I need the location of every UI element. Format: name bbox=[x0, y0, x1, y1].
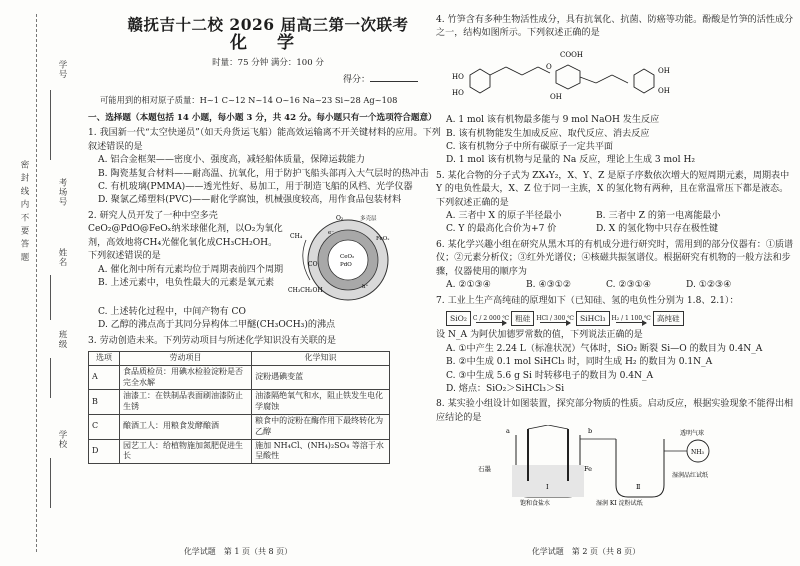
page-2 bbox=[436, 0, 796, 566]
catalyst-figure bbox=[288, 210, 398, 306]
phenolic-acid-structure bbox=[450, 45, 680, 107]
bond bbox=[580, 77, 596, 83]
question-stem: 8. 某实验小组设计如图装置，探究部分物质的性质。启动反应，根据实验现象不能得出相应结论的是 bbox=[436, 399, 794, 423]
question-7 bbox=[436, 295, 796, 397]
flow-sio2: SiO₂ bbox=[446, 311, 471, 326]
table-cell: 施加 NH₄Cl、(NH₄)₂SO₄ 等溶于水呈酸性 bbox=[252, 439, 390, 464]
seat-field[interactable] bbox=[50, 90, 52, 160]
option-b: B. 该有机物能发生加成反应、取代反应、消去反应 bbox=[446, 128, 650, 139]
section-heading: 一、选择题（本题包括 14 小题，每小题 3 分，共 42 分。每小题只有一个选项符合题意） bbox=[88, 113, 437, 124]
options-row bbox=[436, 279, 796, 292]
option-b: B. ②中生成 0.1 mol SiHCl₃ 时，同时生成 H₂ 的数目为 0.1N_A bbox=[446, 357, 713, 368]
option-d: D. 乙醇的沸点高于其同分异构体二甲醚(CH₃OCH₃)的沸点 bbox=[98, 320, 336, 331]
option-b: B. ④③①② bbox=[526, 280, 572, 291]
question-stem: 4. 竹笋含有多种生物活性成分，具有抗氧化、抗菌、防癌等功能。酚酸是竹笋的活性成分之一，结构如图所示。下列叙述正确的是 bbox=[436, 15, 794, 39]
flow-crude-si: 粗硅 bbox=[511, 311, 534, 326]
table-cell: D bbox=[89, 439, 120, 464]
option-d: D. X 的氢化物中只存在极性键 bbox=[596, 224, 719, 235]
option-b: B. 三者中 Z 的第一电离能最小 bbox=[596, 211, 721, 222]
school-field[interactable] bbox=[50, 458, 52, 508]
seal-line bbox=[36, 14, 37, 552]
page-footer: 化学试题 第 2 页（共 8 页） bbox=[531, 546, 641, 556]
question-5 bbox=[436, 170, 796, 237]
option-a: A. 催化剂中所有元素均位于周期表前四个周期 bbox=[98, 264, 284, 275]
question-lead: 设 N_A 为阿伏加德罗常数的值，下列说法正确的是 bbox=[436, 330, 643, 341]
bond bbox=[612, 75, 628, 83]
question-stem: 6. 某化学兴趣小组在研究从黑木耳的有机成分进行研究时，需用到的部分仪器有：①质谱仪；②元素分析仪；③红外光谱仪；④核磁共振氢谱仪。根据研究有机物的一般方法和步骤，仪器使用的顺序为 bbox=[436, 239, 794, 277]
table-row bbox=[89, 415, 390, 440]
flow-arrow-2 bbox=[536, 315, 574, 323]
option-c: C. 上述转化过程中，中间产物有 CO bbox=[98, 306, 246, 317]
nanosphere-core bbox=[328, 240, 368, 280]
label-b: b bbox=[588, 427, 593, 436]
score-label: 得分： bbox=[342, 75, 370, 86]
flow-condition: C / 2 000 ℃ bbox=[472, 314, 510, 322]
bond bbox=[596, 75, 612, 83]
page-footer: 化学试题 第 1 页（共 8 页） bbox=[183, 546, 293, 556]
table-cell: B bbox=[89, 390, 120, 415]
option-a: A. ①中产生 2.24 L（标准状况）气体时，SiO₂ 断裂 Si—O 的数目为 0.4N_A bbox=[446, 343, 763, 354]
label-a: a bbox=[506, 427, 510, 436]
table-header: 化学知识 bbox=[252, 352, 390, 366]
bond bbox=[490, 67, 506, 75]
table-row bbox=[89, 439, 390, 464]
label-ho: HO bbox=[452, 72, 464, 81]
fig-label-electron: e⁻ bbox=[328, 229, 335, 236]
name-label: 姓名 bbox=[57, 248, 67, 267]
flow-arrow-3 bbox=[612, 315, 651, 323]
exam-title: 赣抚吉十二校 2026 届高三第一次联考 bbox=[127, 15, 409, 34]
option-b: B. 上述元素中，电负性最大的元素是氧元素 bbox=[98, 277, 275, 288]
seat-label: 学号 bbox=[57, 60, 67, 79]
table-cell: 淀粉遇碘变蓝 bbox=[252, 365, 390, 390]
table-cell: 食品质检员：用碘水检验淀粉是否完全水解 bbox=[120, 365, 252, 390]
apparatus-figure bbox=[476, 425, 736, 507]
question-3 bbox=[88, 335, 448, 465]
saline-solution bbox=[512, 465, 584, 497]
label-pinkred-paper: 湿润品红试纸 bbox=[672, 472, 709, 480]
label-ki-paper: 湿润 KI 淀粉试纸 bbox=[596, 500, 643, 508]
options-row bbox=[436, 210, 796, 223]
table-cell: A bbox=[89, 365, 120, 390]
fig-label-ch4: CH₄ bbox=[290, 232, 303, 240]
option-c: C. 该有机物分子中所有碳原子一定共平面 bbox=[446, 142, 614, 153]
label-saline: 饱和食盐水 bbox=[520, 500, 551, 508]
option-a: A. ②①③④ bbox=[446, 280, 491, 291]
name-field[interactable] bbox=[50, 275, 52, 320]
benzene-ring-left bbox=[470, 69, 490, 93]
question-2 bbox=[88, 210, 448, 306]
quinic-ring bbox=[556, 65, 580, 89]
label-tube-1: Ⅰ bbox=[546, 483, 549, 492]
option-d: D. 熔点：SiO₂＞SiHCl₃＞Si bbox=[446, 383, 565, 394]
page-1 bbox=[88, 0, 448, 566]
score-box bbox=[88, 74, 448, 87]
class-field[interactable] bbox=[50, 358, 52, 398]
table-row bbox=[89, 390, 390, 415]
exam-meta: 时量：75 分钟 满分：100 分 bbox=[212, 57, 324, 68]
fig-label-co: CO bbox=[308, 260, 318, 268]
school-label: 学校 bbox=[57, 430, 67, 449]
table-cell: 油漆工：在铁制品表面刷油漆防止生锈 bbox=[120, 390, 252, 415]
option-a: A. 铝合金框架——密度小、强度高，减轻船体质量，保障运载能力 bbox=[98, 155, 365, 166]
exam-room-label: 考场号 bbox=[57, 178, 67, 207]
table-header: 选项 bbox=[89, 352, 120, 366]
question-8 bbox=[436, 398, 796, 512]
option-a: A. 三者中 X 的原子半径最小 bbox=[446, 211, 562, 222]
label-iron: Fe bbox=[584, 465, 593, 474]
class-label: 班级 bbox=[57, 330, 67, 349]
label-oh: OH bbox=[550, 92, 562, 101]
option-a: A. 1 mol 该有机物最多能与 9 mol NaOH 发生反应 bbox=[446, 115, 660, 126]
atomic-masses: 可能用到的相对原子质量：H~1 C~12 N~14 O~16 Na~23 Si~28 Ag~108 bbox=[100, 94, 398, 105]
benzene-ring-right bbox=[634, 69, 654, 93]
question-stem: 5. 某化合物的分子式为 ZX₄Y₂，X、Y、Z 是原子序数依次增大的短周期元素，周期表中 Y 的电负性最大，X、Z 位于同一主族，X 的氢化物有两种，且在常温常压下都是液态。下列叙述正确的是 bbox=[436, 170, 790, 208]
fig-label-shell: 多壳层 bbox=[360, 215, 377, 222]
wire bbox=[548, 425, 568, 429]
question-stem: 2. 研究人员开发了一种中空多壳CeO₂@PdO@FeOₓ纳米球催化剂，以O₂为氧化剂，高效地将CH₄光催化氧化成CH₃CH₂OH。下列叙述错误的是 bbox=[88, 210, 283, 262]
label-tube-2: Ⅱ bbox=[636, 483, 641, 492]
option-c: C. Y 的最高化合价为+7 价 bbox=[446, 224, 557, 235]
seal-warning: 密 封 线 内 不 要 答 题 bbox=[19, 160, 29, 262]
option-b: B. 陶瓷基复合材料——耐高温、抗氧化，用于防护飞船头部再入大气层时的热冲击 bbox=[98, 168, 429, 179]
fig-label-pdo: PdO bbox=[340, 261, 352, 268]
table-header-row bbox=[89, 352, 390, 366]
wire bbox=[528, 425, 548, 429]
binding-margin bbox=[6, 0, 78, 566]
table-header: 劳动项目 bbox=[120, 352, 252, 366]
option-d: D. 聚氯乙烯塑料(PVC)——耐化学腐蚀，机械强度较高，用作食品包装材料 bbox=[98, 195, 402, 206]
question-4 bbox=[436, 14, 796, 168]
silicon-process-flow bbox=[446, 311, 796, 326]
table-row bbox=[89, 365, 390, 390]
label-oh: OH bbox=[658, 86, 670, 95]
label-nh3: NH₃ bbox=[691, 449, 704, 457]
subject-title: 化 学 bbox=[230, 33, 306, 54]
table-cell: 油漆隔绝氧气和水，阻止铁发生电化学腐蚀 bbox=[252, 390, 390, 415]
labor-table bbox=[88, 351, 390, 464]
options-row bbox=[436, 223, 796, 236]
fig-label-ceo2: CeO₂ bbox=[340, 253, 355, 260]
score-field[interactable] bbox=[370, 81, 418, 82]
option-c: C. ③中生成 5.6 g Si 时转移电子的数目为 0.4N_A bbox=[446, 370, 654, 381]
fig-label-feox: FeOₓ bbox=[376, 235, 390, 242]
label-cooh: COOH bbox=[560, 50, 583, 59]
bond bbox=[522, 67, 538, 75]
question-1 bbox=[88, 127, 448, 207]
table-cell: C bbox=[89, 415, 120, 440]
flow-condition: HCl / 300 ℃ bbox=[536, 314, 574, 322]
table-cell: 酿酒工人：用粮食发酵酿酒 bbox=[120, 415, 252, 440]
flow-sihcl3: SiHCl₃ bbox=[576, 311, 610, 326]
label-graphite: 石墨 bbox=[478, 465, 491, 474]
bond bbox=[506, 67, 522, 75]
table-cell: 园艺工人：给植物施加氮肥促进生长 bbox=[120, 439, 252, 464]
question-6 bbox=[436, 239, 796, 293]
option-c: C. ②③①④ bbox=[606, 280, 652, 291]
label-balloon: 透明气球 bbox=[680, 430, 705, 438]
option-d: D. 1 mol 该有机物与足量的 Na 反应，理论上生成 3 mol H₂ bbox=[446, 155, 696, 166]
flow-pure-si: 高纯硅 bbox=[653, 311, 684, 326]
label-oh: OH bbox=[658, 66, 670, 75]
fig-label-ethanol: CH₃CH₂OH bbox=[288, 286, 323, 294]
table-cell: 粮食中的淀粉在酶作用下最终转化为乙醇 bbox=[252, 415, 390, 440]
option-c: C. 有机玻璃(PMMA)——透光性好、易加工，用于制造飞船的风档、光学仪器 bbox=[98, 182, 413, 193]
label-ho: HO bbox=[452, 88, 464, 97]
flow-condition: H₂ / 1 100 ℃ bbox=[611, 314, 651, 322]
option-d: D. ①②③④ bbox=[686, 280, 732, 291]
fig-label-o2: O₂ bbox=[336, 214, 344, 222]
fig-label-hole: h⁺ bbox=[362, 283, 369, 290]
flow-arrow-1 bbox=[473, 315, 509, 323]
question-stem: 3. 劳动创造未来。下列劳动项目与所述化学知识没有关联的是 bbox=[88, 335, 337, 346]
question-stem: 7. 工业上生产高纯硅的原理如下（已知硅、氢的电负性分别为 1.8、2.1）： bbox=[436, 295, 739, 306]
question-stem: 1. 我国新一代“太空快递员”（如天舟货运飞船）能高效运输离不开关键材料的应用。下列叙述错误的是 bbox=[88, 128, 441, 152]
label-o: O bbox=[546, 62, 552, 71]
